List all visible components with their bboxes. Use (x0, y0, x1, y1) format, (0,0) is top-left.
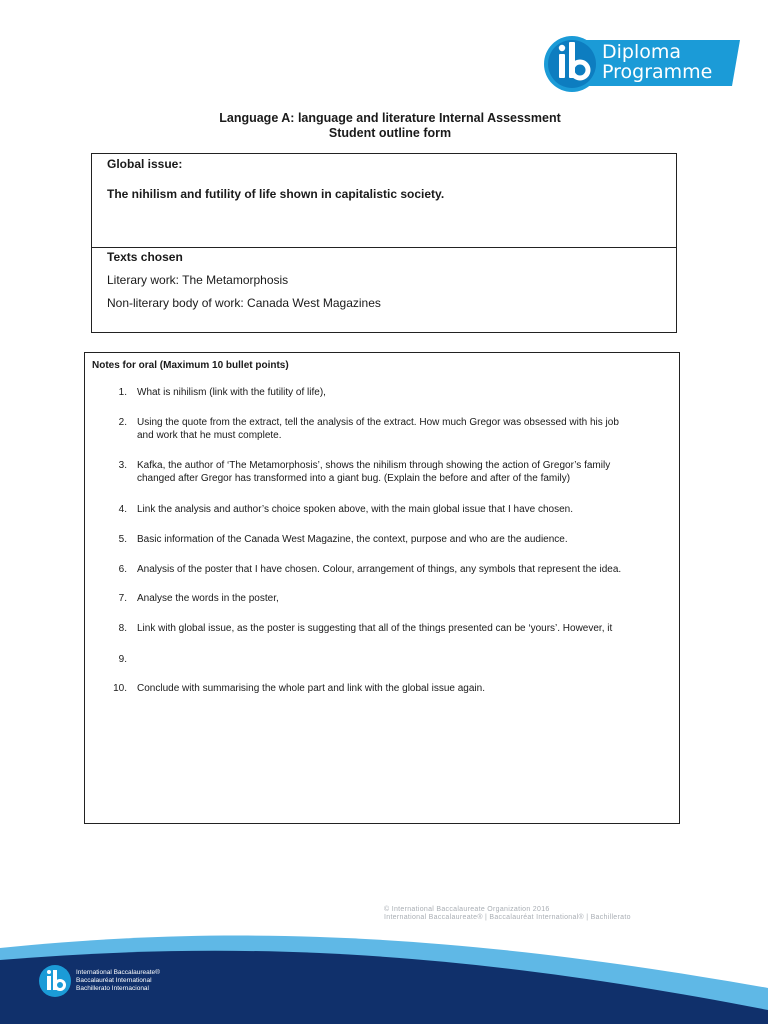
note-number: 5. (118, 534, 127, 545)
footer-org-line-3: Bachillerato Internacional (76, 985, 149, 992)
page-subtitle: Student outline form (328, 126, 452, 140)
note-number: 6. (118, 564, 127, 575)
note-text (137, 653, 677, 666)
footer-org-line-2: Baccalauréat International (76, 977, 152, 984)
note-text (137, 563, 677, 576)
note-text-line: Link with global issue, as the poster is suggesting that all of the things presented can be ‘yours’. However, it (137, 623, 613, 634)
outline-box (91, 153, 677, 333)
literary-work: Literary work: The Metamorphosis (107, 273, 289, 287)
note-text-line: and work that he must complete. (137, 430, 282, 441)
note-number: 7. (118, 593, 127, 604)
note-number: 3. (118, 460, 127, 471)
note-text-line: Analysis of the poster that I have chosen. Colour, arrangement of things, any symbols that represent the idea. (137, 564, 622, 575)
ib-footer-logo-icon (38, 964, 72, 998)
note-text (137, 682, 677, 695)
note-text-line: changed after Gregor has transformed into a giant bug. (Explain the before and after of the family) (137, 473, 571, 484)
note-text-line: What is nihilism (link with the futility of life), (137, 387, 326, 398)
box-divider (92, 247, 676, 248)
note-text (137, 416, 677, 442)
note-number: 10. (113, 683, 127, 694)
logo-text-programme: Programme (602, 61, 713, 83)
note-text-line: Link the analysis and author’s choice spoken above, with the main global issue that I have chosen. (137, 504, 574, 515)
note-text (137, 592, 677, 605)
note-text-line: Basic information of the Canada West Magazine, the context, purpose and who are the audience. (137, 534, 568, 545)
notes-box (84, 352, 680, 824)
note-text-line: Analyse the words in the poster, (137, 593, 279, 604)
note-text-line: Conclude with summarising the whole part and link with the global issue again. (137, 683, 485, 694)
note-number: 1. (118, 387, 127, 398)
note-text-line (137, 653, 677, 666)
copyright-line-2: International Baccalaureate® | Baccalauréat International® | Bachillerato (384, 914, 631, 921)
global-issue-label: Global issue: (107, 157, 183, 171)
note-text (137, 459, 677, 485)
texts-chosen-label: Texts chosen (107, 250, 183, 264)
note-text (137, 622, 677, 635)
note-text-line: Using the quote from the extract, tell the analysis of the extract. How much Gregor was obsessed with his job (137, 417, 619, 428)
non-literary-work: Non-literary body of work: Canada West Magazines (107, 296, 381, 310)
footer-org-line-1: International Baccalaureate® (76, 969, 160, 976)
logo-text-diploma: Diploma (602, 41, 682, 63)
note-text-line: Kafka, the author of ‘The Metamorphosis’, shows the nihilism through showing the action of Gregor’s family (137, 460, 611, 471)
notes-heading: Notes for oral (Maximum 10 bullet points) (92, 360, 289, 371)
note-text (137, 533, 677, 546)
note-number: 9. (118, 654, 127, 665)
page-title: Language A: language and literature Internal Assessment (219, 111, 561, 125)
note-text (137, 386, 677, 399)
note-text (137, 503, 677, 516)
note-number: 8. (118, 623, 127, 634)
global-issue-text: The nihilism and futility of life shown in capitalistic society. (107, 187, 445, 201)
note-number: 4. (118, 504, 127, 515)
copyright-line-1: © International Baccalaureate Organization 2016 (384, 906, 550, 913)
note-number: 2. (118, 417, 127, 428)
